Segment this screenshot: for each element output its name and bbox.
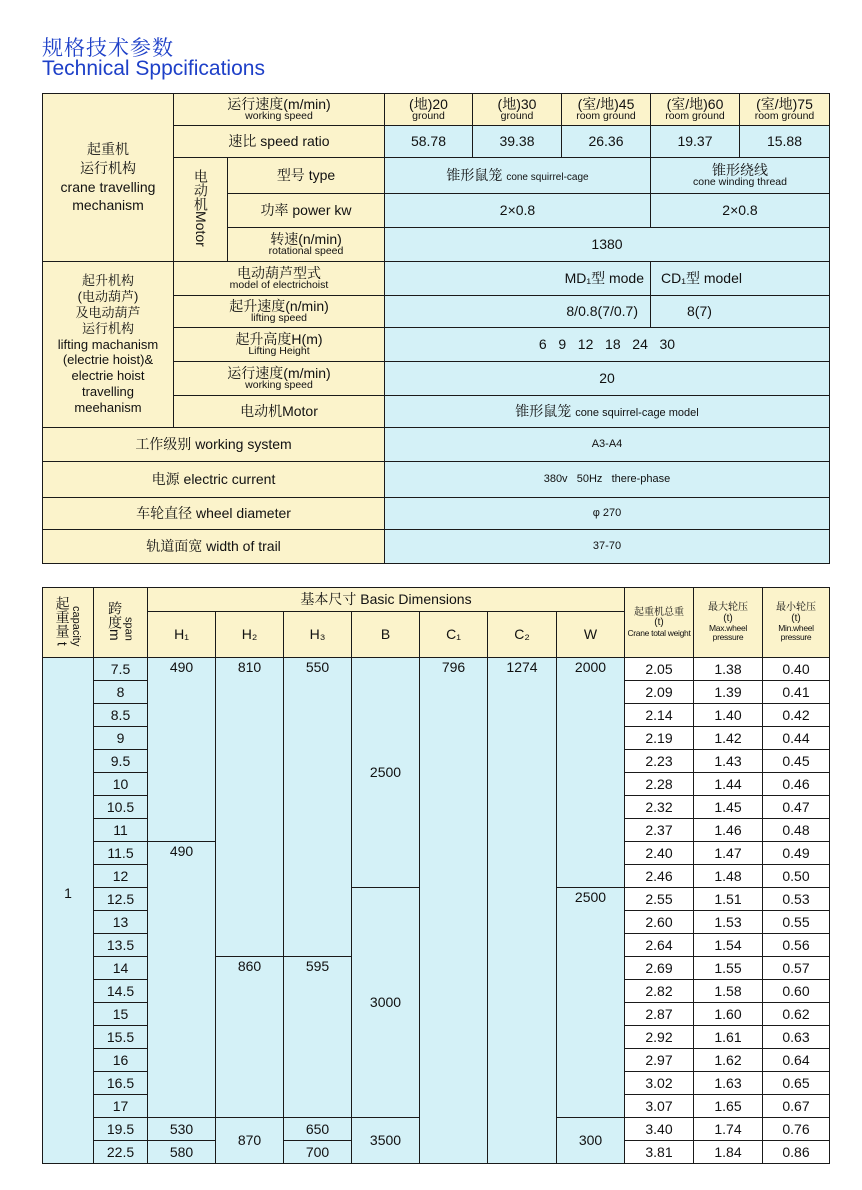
speed-col-2 xyxy=(473,94,562,126)
max-pressure-en: Max.wheel pressure xyxy=(709,623,747,642)
max-pressure-cn: 最大轮压 xyxy=(708,602,748,614)
span-cell: 9.5 xyxy=(94,750,148,773)
b-cell: 2500 xyxy=(352,658,420,888)
lift-height-value: 6 9 12 18 24 30 xyxy=(385,328,830,362)
h3-cell: 650 xyxy=(284,1118,352,1141)
hoist-model-label xyxy=(174,262,385,296)
speed-2-sub: ground xyxy=(500,110,534,123)
w-cell: 300 xyxy=(557,1118,625,1164)
speed-1-sub: ground xyxy=(412,110,445,123)
weight-cell: 2.14 xyxy=(625,704,694,727)
lift-speed-sub: lifting speed xyxy=(250,312,308,325)
speed-4-sub: room ground xyxy=(665,110,725,123)
speed-5-sub: room ground xyxy=(754,110,815,123)
min-pressure-unit: (t) xyxy=(791,612,801,624)
min-pressure-cell: 0.67 xyxy=(763,1095,830,1118)
h2-cell: 810 xyxy=(216,658,284,957)
speed-2-main: (地)30 xyxy=(497,95,537,112)
run-speed-sub: working speed xyxy=(245,379,313,392)
max-pressure-header xyxy=(694,588,763,658)
ratio-1: 58.78 xyxy=(385,126,473,158)
current-value: 380v 50Hz there-phase xyxy=(385,462,830,498)
col-w-header: W xyxy=(557,612,625,658)
hoist-model-main: 电动葫芦型式 xyxy=(237,264,321,281)
b-cell: 3500 xyxy=(352,1118,420,1164)
speed-3-main: (室/地)45 xyxy=(577,95,635,112)
max-pressure-cell: 1.42 xyxy=(694,727,763,750)
span-cell: 7.5 xyxy=(94,658,148,681)
speed-4-main: (室/地)60 xyxy=(666,95,724,112)
ratio-2: 39.38 xyxy=(473,126,562,158)
total-weight-unit: (t) xyxy=(654,617,664,629)
max-pressure-cell: 1.40 xyxy=(694,704,763,727)
min-pressure-cell: 0.44 xyxy=(763,727,830,750)
wheel-label: 车轮直径 wheel diameter xyxy=(43,498,385,530)
span-cell: 15 xyxy=(94,1003,148,1026)
weight-cell: 2.87 xyxy=(625,1003,694,1026)
working-system-value: A3-A4 xyxy=(385,428,830,462)
ratio-label: 速比 speed ratio xyxy=(174,126,385,158)
min-pressure-cell: 0.53 xyxy=(763,888,830,911)
h2-cell: 870 xyxy=(216,1118,284,1164)
col-h1-header: H₁ xyxy=(148,612,216,658)
speed-1-main: (地)20 xyxy=(409,95,448,112)
min-pressure-cell: 0.56 xyxy=(763,934,830,957)
lifting-group-label: 起升机构 (电动葫芦) 及电动葫芦 运行机构 lifting machanism (electrie hoist)& electrie hoist travelling meehanism xyxy=(43,262,174,428)
lift-height-main: 起升高度H(m) xyxy=(235,330,323,347)
min-pressure-cell: 0.76 xyxy=(763,1118,830,1141)
lift-speed-main: 起升速度(n/min) xyxy=(229,297,329,314)
span-cell: 14.5 xyxy=(94,980,148,1003)
crane-travel-group-label: 起重机 运行机构 crane travelling mechanism xyxy=(43,94,174,262)
type-value-2 xyxy=(651,158,830,194)
span-cell: 9 xyxy=(94,727,148,750)
min-pressure-cn: 最小轮压 xyxy=(776,602,816,614)
ratio-3: 26.36 xyxy=(562,126,651,158)
table-row xyxy=(43,658,830,681)
hoist-motor-value xyxy=(385,396,830,428)
max-pressure-cell: 1.51 xyxy=(694,888,763,911)
speed-label xyxy=(174,94,385,126)
col-c1-header: C₁ xyxy=(420,612,488,658)
min-pressure-header xyxy=(763,588,830,658)
motor-side-label xyxy=(174,158,228,262)
hoist-model-2: CD₁型 model xyxy=(651,262,830,296)
page-title-cn: 规格技术参数 xyxy=(42,37,174,60)
b-cell: 3000 xyxy=(352,888,420,1118)
power-value-2: 2×0.8 xyxy=(651,194,830,228)
max-pressure-cell: 1.74 xyxy=(694,1118,763,1141)
power-value-1: 2×0.8 xyxy=(385,194,651,228)
run-speed-main: 运行速度(m/min) xyxy=(227,364,331,381)
min-pressure-cell: 0.86 xyxy=(763,1141,830,1164)
min-pressure-cell: 0.41 xyxy=(763,681,830,704)
speed-label-sub: working speed xyxy=(245,110,313,123)
rot-label xyxy=(228,228,385,262)
weight-cell: 2.92 xyxy=(625,1026,694,1049)
capacity-header-en: capacity xyxy=(70,605,83,647)
speed-5-main: (室/地)75 xyxy=(756,95,813,112)
max-pressure-cell: 1.53 xyxy=(694,911,763,934)
trail-value: 37-70 xyxy=(385,530,830,564)
weight-cell: 2.09 xyxy=(625,681,694,704)
trail-label: 轨道面宽 width of trail xyxy=(43,530,385,564)
dimensions-table xyxy=(42,587,830,1164)
min-pressure-cell: 0.47 xyxy=(763,796,830,819)
max-pressure-cell: 1.63 xyxy=(694,1072,763,1095)
type-value-1 xyxy=(385,158,651,194)
max-pressure-cell: 1.48 xyxy=(694,865,763,888)
min-pressure-cell: 0.57 xyxy=(763,957,830,980)
min-pressure-cell: 0.46 xyxy=(763,773,830,796)
weight-cell: 2.05 xyxy=(625,658,694,681)
span-cell: 12.5 xyxy=(94,888,148,911)
weight-cell: 3.02 xyxy=(625,1072,694,1095)
span-cell: 12 xyxy=(94,865,148,888)
span-cell: 17 xyxy=(94,1095,148,1118)
hoist-model-sub: model of electrichoist xyxy=(229,279,329,292)
weight-cell: 2.97 xyxy=(625,1049,694,1072)
span-header-en: span xyxy=(122,617,135,641)
lift-speed-2: 8(7) xyxy=(651,296,830,328)
max-pressure-unit: (t) xyxy=(723,612,733,624)
weight-cell: 2.28 xyxy=(625,773,694,796)
min-pressure-en: Min.wheel pressure xyxy=(778,623,814,642)
col-b-header: B xyxy=(352,612,420,658)
max-pressure-cell: 1.39 xyxy=(694,681,763,704)
min-pressure-cell: 0.40 xyxy=(763,658,830,681)
lift-height-label xyxy=(174,328,385,362)
col-h2-header: H₂ xyxy=(216,612,284,658)
h2-cell: 860 xyxy=(216,957,284,1118)
page-title-en: Technical Sppcifications xyxy=(42,57,265,80)
ratio-4: 19.37 xyxy=(651,126,740,158)
max-pressure-cell: 1.84 xyxy=(694,1141,763,1164)
h1-cell: 530 xyxy=(148,1118,216,1141)
spec-table xyxy=(42,93,830,564)
motor-side-text: 电动机Motor xyxy=(192,169,209,248)
max-pressure-cell: 1.46 xyxy=(694,819,763,842)
hoist-motor-sub: cone squirrel-cage model xyxy=(575,406,699,419)
weight-cell: 2.40 xyxy=(625,842,694,865)
w-cell: 2500 xyxy=(557,888,625,1118)
lift-height-sub: Lifting Height xyxy=(248,345,310,358)
span-cell: 13 xyxy=(94,911,148,934)
span-header xyxy=(94,588,148,658)
type-2-main: 锥形绕线 xyxy=(712,161,768,178)
min-pressure-cell: 0.49 xyxy=(763,842,830,865)
span-cell: 8 xyxy=(94,681,148,704)
max-pressure-cell: 1.61 xyxy=(694,1026,763,1049)
total-weight-en: Crane total weight xyxy=(627,627,691,638)
weight-cell: 2.19 xyxy=(625,727,694,750)
ratio-5: 15.88 xyxy=(740,126,830,158)
min-pressure-cell: 0.48 xyxy=(763,819,830,842)
max-pressure-cell: 1.44 xyxy=(694,773,763,796)
max-pressure-cell: 1.43 xyxy=(694,750,763,773)
basic-dimensions-header: 基本尺寸 Basic Dimensions xyxy=(148,588,625,612)
hoist-model-1: MD₁型 mode xyxy=(385,262,651,296)
speed-3-sub: room ground xyxy=(576,110,636,123)
type-1-sub: cone squirrel-cage xyxy=(506,171,589,183)
span-cell: 10 xyxy=(94,773,148,796)
wheel-value: φ 270 xyxy=(385,498,830,530)
weight-cell: 2.37 xyxy=(625,819,694,842)
span-cell: 10.5 xyxy=(94,796,148,819)
max-pressure-cell: 1.58 xyxy=(694,980,763,1003)
h3-cell: 700 xyxy=(284,1141,352,1164)
w-cell: 2000 xyxy=(557,658,625,888)
type-1-main: 锥形鼠笼 xyxy=(446,166,503,183)
h1-cell: 580 xyxy=(148,1141,216,1164)
span-cell: 13.5 xyxy=(94,934,148,957)
run-speed-label xyxy=(174,362,385,396)
min-pressure-cell: 0.63 xyxy=(763,1026,830,1049)
total-weight-header xyxy=(625,588,694,658)
weight-cell: 2.69 xyxy=(625,957,694,980)
min-pressure-cell: 0.62 xyxy=(763,1003,830,1026)
speed-label-main: 运行速度(m/min) xyxy=(227,95,331,112)
capacity-header xyxy=(43,588,94,658)
weight-cell: 2.55 xyxy=(625,888,694,911)
span-cell: 16 xyxy=(94,1049,148,1072)
power-label: 功率 power kw xyxy=(228,194,385,228)
span-cell: 16.5 xyxy=(94,1072,148,1095)
max-pressure-cell: 1.60 xyxy=(694,1003,763,1026)
weight-cell: 2.64 xyxy=(625,934,694,957)
max-pressure-cell: 1.47 xyxy=(694,842,763,865)
span-cell: 11 xyxy=(94,819,148,842)
weight-cell: 3.40 xyxy=(625,1118,694,1141)
span-cell: 22.5 xyxy=(94,1141,148,1164)
min-pressure-cell: 0.42 xyxy=(763,704,830,727)
span-cell: 14 xyxy=(94,957,148,980)
current-label: 电源 electric current xyxy=(43,462,385,498)
col-c2-header: C₂ xyxy=(488,612,557,658)
hoist-motor-main: 锥形鼠笼 xyxy=(515,402,572,419)
span-header-cn: 跨度m xyxy=(107,601,124,641)
c1-cell: 796 xyxy=(420,658,488,1164)
speed-col-3 xyxy=(562,94,651,126)
max-pressure-cell: 1.65 xyxy=(694,1095,763,1118)
weight-cell: 3.07 xyxy=(625,1095,694,1118)
max-pressure-cell: 1.62 xyxy=(694,1049,763,1072)
min-pressure-cell: 0.50 xyxy=(763,865,830,888)
speed-col-4 xyxy=(651,94,740,126)
weight-cell: 2.60 xyxy=(625,911,694,934)
type-2-sub: cone winding thread xyxy=(693,176,787,189)
h3-cell: 550 xyxy=(284,658,352,957)
min-pressure-cell: 0.65 xyxy=(763,1072,830,1095)
max-pressure-cell: 1.54 xyxy=(694,934,763,957)
min-pressure-cell: 0.55 xyxy=(763,911,830,934)
rot-label-sub: rotational speed xyxy=(268,245,344,258)
speed-col-1 xyxy=(385,94,473,126)
h3-cell: 595 xyxy=(284,957,352,1118)
type-label: 型号 type xyxy=(228,158,385,194)
weight-cell: 2.82 xyxy=(625,980,694,1003)
weight-cell: 3.81 xyxy=(625,1141,694,1164)
total-weight-cn: 起重机总重 xyxy=(634,606,684,618)
c2-cell: 1274 xyxy=(488,658,557,1164)
h1-cell: 490 xyxy=(148,658,216,842)
lift-speed-1: 8/0.8(7/0.7) xyxy=(385,296,651,328)
run-speed-value: 20 xyxy=(385,362,830,396)
working-system-label: 工作级别 working system xyxy=(43,428,385,462)
capacity-cell: 1 xyxy=(43,658,94,1164)
span-cell: 15.5 xyxy=(94,1026,148,1049)
max-pressure-cell: 1.38 xyxy=(694,658,763,681)
span-cell: 8.5 xyxy=(94,704,148,727)
speed-col-5 xyxy=(740,94,830,126)
min-pressure-cell: 0.64 xyxy=(763,1049,830,1072)
span-cell: 11.5 xyxy=(94,842,148,865)
weight-cell: 2.46 xyxy=(625,865,694,888)
rot-label-main: 转速(n/min) xyxy=(270,230,342,247)
min-pressure-cell: 0.60 xyxy=(763,980,830,1003)
lift-speed-label xyxy=(174,296,385,328)
max-pressure-cell: 1.45 xyxy=(694,796,763,819)
span-cell: 19.5 xyxy=(94,1118,148,1141)
rot-value: 1380 xyxy=(385,228,830,262)
capacity-header-cn: 起重量 t xyxy=(54,596,71,647)
col-h3-header: H₃ xyxy=(284,612,352,658)
h1-cell: 490 xyxy=(148,842,216,1118)
min-pressure-cell: 0.45 xyxy=(763,750,830,773)
max-pressure-cell: 1.55 xyxy=(694,957,763,980)
hoist-motor-label: 电动机Motor xyxy=(174,396,385,428)
weight-cell: 2.32 xyxy=(625,796,694,819)
weight-cell: 2.23 xyxy=(625,750,694,773)
